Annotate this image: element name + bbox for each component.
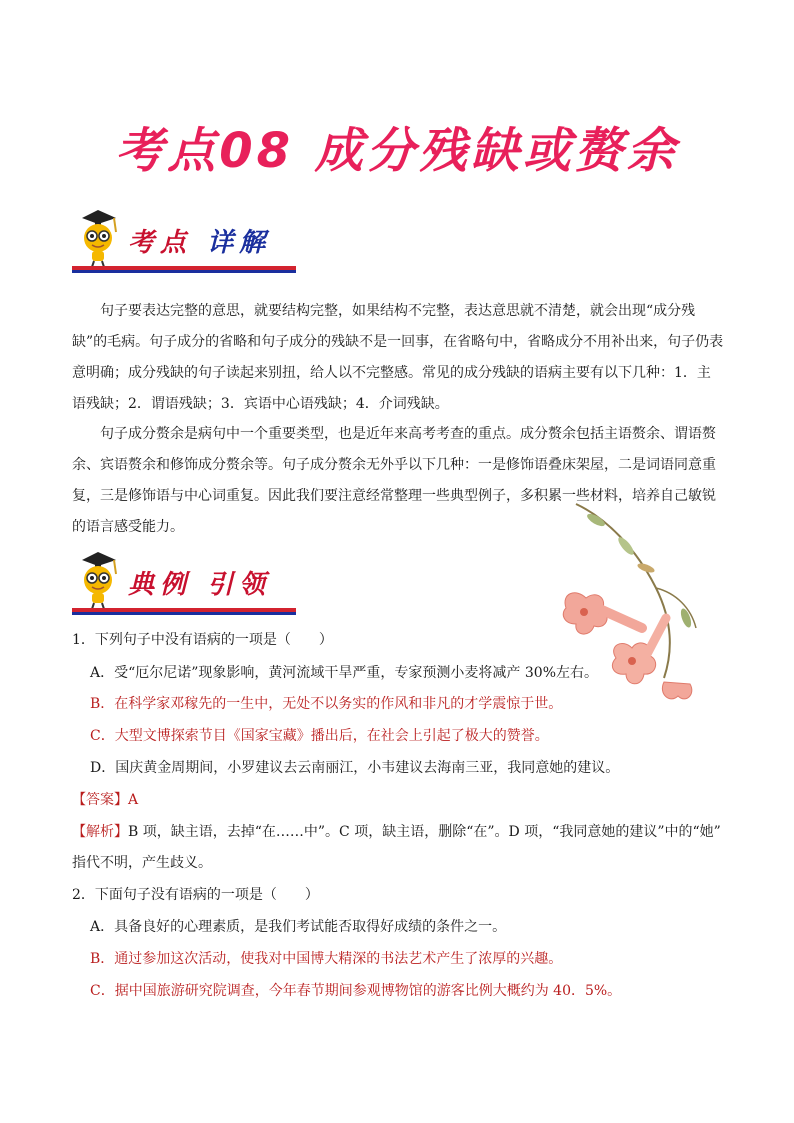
- heading-underline-blue: [72, 612, 296, 615]
- question-1-analysis: [72, 822, 721, 842]
- graduate-mascot-icon: [74, 550, 120, 610]
- question-1-option-d: D．国庆黄金周期间，小罗建议去云南丽江，小韦建议去海南三亚，我同意她的建议。: [90, 760, 620, 776]
- heading-label-part1: 典例: [128, 570, 193, 600]
- answer-tag: 【答案】: [72, 792, 128, 808]
- question-2-option-a: A．具备良好的心理素质，是我们考试能否取得好成绩的条件之一。: [90, 919, 507, 935]
- analysis-line-1: B 项，缺主语，去掉“在……中”。C 项，缺主语，删除“在”。D 项，“我同意她的建议”中的“她”: [128, 824, 721, 840]
- question-1-stem: 1．下列句子中没有语病的一项是（ ）: [72, 632, 333, 648]
- page-title: 考点08 成分残缺或赘余: [115, 123, 679, 179]
- heading-underline-blue: [72, 270, 296, 273]
- question-1-answer: [72, 790, 138, 810]
- question-2-option-b: B．通过参加这次活动，使我对中国博大精深的书法艺术产生了浓厚的兴趣。: [90, 951, 563, 967]
- heading-label-part2: 引领: [207, 570, 272, 600]
- question-1-option-a: A．受“厄尔尼诺”现象影响，黄河流域干旱严重，专家预测小麦将减产 30%左右。: [90, 665, 598, 681]
- intro-paragraph-1: 句子要表达完整的意思，就要结构完整，如果结构不完整，表达意思就不清楚，就会出现“成分残缺”的毛病。句子成分的省略和句子成分的残缺不是一回事，在省略句中，省略成分不用补出来，句子仍表意明确；成分残缺的句子读起来别扭，给人以不完整感。常见的成分残缺的语病主要有以下几种：1．主语残缺；2．谓语残缺；3．宾语中心语残缺；4．介词残缺。: [72, 303, 724, 412]
- graduate-mascot-icon: [74, 208, 120, 268]
- question-2-option-c: C．据中国旅游研究院调查，今年春节期间参观博物馆的游客比例大概约为 40．5%。: [90, 983, 622, 999]
- heading-label-part2: 详解: [207, 228, 272, 258]
- section-heading-explanation: [72, 208, 296, 274]
- intro-paragraph-2: 句子成分赘余是病句中一个重要类型，也是近年来高考考查的重点。成分赘余包括主语赘余、谓语赘余、宾语赘余和修饰成分赘余等。句子成分赘余无外乎以下几种：一是修饰语叠床架屋，二是词语同意重复，三是修饰语与中心词重复。因此我们要注意经常整理一些典型例子，多积累一些材料，培养自己敏锐的语言感受能力。: [72, 426, 716, 535]
- section-heading-examples: [72, 550, 296, 616]
- question-1-option-c: C．大型文博探索节目《国家宝藏》播出后，在社会上引起了极大的赞誉。: [90, 728, 549, 744]
- heading-label-part1: 考点: [128, 228, 193, 258]
- question-2-stem: 2．下面句子没有语病的一项是（ ）: [72, 887, 319, 903]
- answer-value: A: [128, 792, 139, 808]
- trumpet-flower-illustration: [546, 498, 706, 720]
- question-1-option-b: B．在科学家邓稼先的一生中，无处不以务实的作风和非凡的才学震惊于世。: [90, 696, 563, 712]
- question-1-analysis-continued: 指代不明，产生歧义。: [72, 855, 212, 871]
- analysis-tag: 【解析】: [72, 824, 128, 840]
